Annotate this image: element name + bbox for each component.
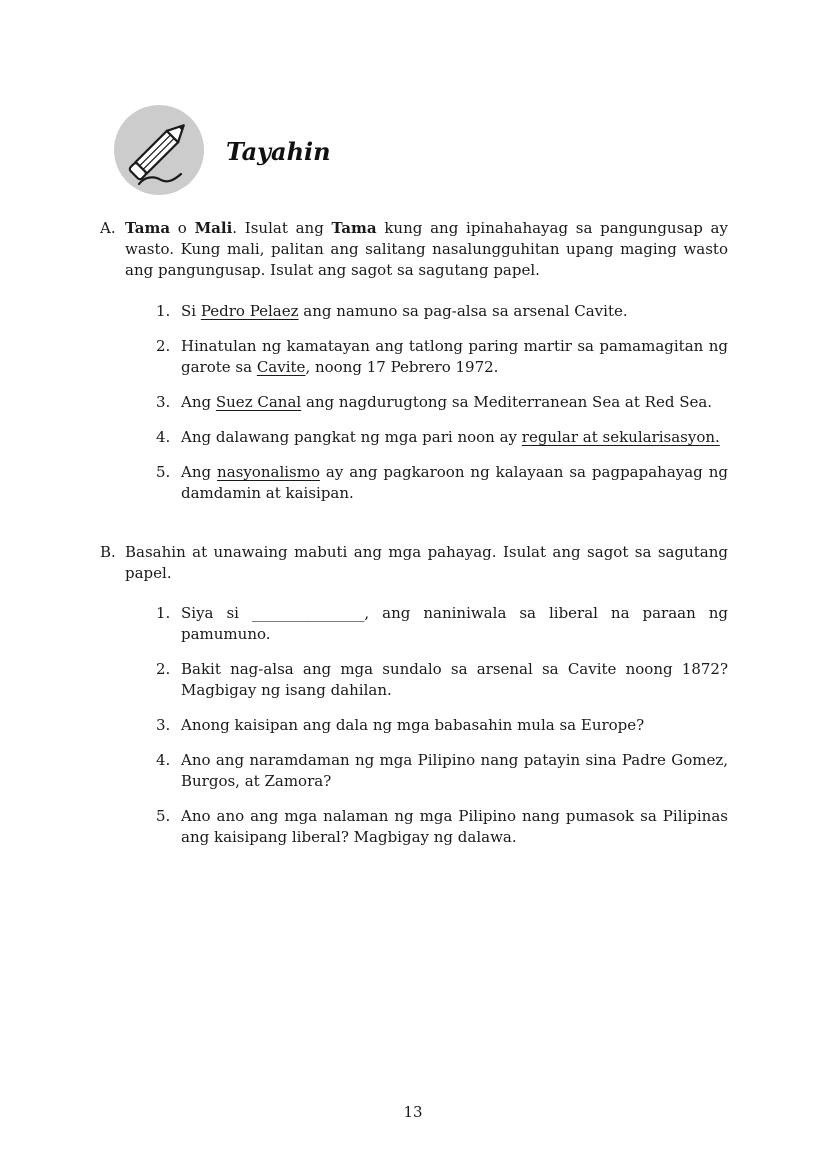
item-text: Siya si _______________, ang naniniwala sa liberal na paraan ng pamumuno. [181, 604, 728, 643]
section-b-instructions [100, 542, 728, 584]
item-number: 1. [156, 604, 171, 622]
item-text: Ang [181, 393, 216, 411]
instruction-bold-tama: Tama [125, 219, 171, 237]
item-text: Anong kaisipan ang dala ng mga babasahin mula sa Europe? [181, 716, 645, 734]
section-b [100, 542, 728, 848]
section-a-instructions [100, 218, 728, 281]
list-item [100, 715, 728, 736]
item-number: 3. [156, 393, 171, 411]
item-text: Bakit nag-alsa ang mga sundalo sa arsenal sa Cavite noong 1872? Magbigay ng isang dahilan. [181, 660, 728, 699]
item-number: 5. [156, 463, 171, 481]
section-a-list [100, 301, 728, 504]
item-number: 4. [156, 428, 171, 446]
item-text: , noong 17 Pebrero 1972. [305, 358, 499, 376]
underlined-term: regular at sekularisasyon. [521, 428, 720, 446]
page-title: Tayahin [226, 137, 331, 166]
underlined-term: Cavite [256, 358, 306, 376]
page-number: 13 [403, 1103, 423, 1121]
section-b-list [100, 603, 728, 848]
instruction-text: Basahin at unawaing mabuti ang mga pahayag. Isulat ang sagot sa sagutang papel. [125, 543, 728, 582]
list-item [100, 806, 728, 848]
instruction-text: kung ang ipinahahayag sa pangungusap ay wasto. Kung mali, palitan ang salitang nasalungguhitan upang maging wasto ang pangungusap. Isulat ang sagot sa sagutang papel. [125, 219, 728, 279]
item-number: 3. [156, 716, 171, 734]
pencil-icon [113, 104, 205, 196]
item-text: ay ang pagkaroon ng kalayaan sa pagpapahayag ng damdamin at kaisipan. [181, 463, 728, 502]
item-text: Ang dalawang pangkat ng mga pari noon ay [181, 428, 522, 446]
item-number: 4. [156, 751, 171, 769]
section-b-letter: B. [100, 543, 116, 561]
underlined-term: Pedro Pelaez [200, 302, 299, 320]
list-item [100, 659, 728, 701]
section-a-letter: A. [100, 219, 116, 237]
list-item [100, 603, 728, 645]
list-item [100, 301, 728, 322]
item-text: Ano ano ang mga nalaman ng mga Pilipino nang pumasok sa Pilipinas ang kaisipang liberal? Magbigay ng dalawa. [181, 807, 728, 846]
item-text: ang nagdurugtong sa Mediterranean Sea at Red Sea. [301, 393, 713, 411]
instruction-text: . Isulat ang [232, 219, 332, 237]
underlined-term: nasyonalismo [217, 463, 320, 481]
item-text: Si [181, 302, 201, 320]
list-item [100, 427, 728, 448]
item-number: 2. [156, 337, 171, 355]
instruction-bold-mali: Mali [194, 219, 233, 237]
instruction-bold-tama: Tama [331, 219, 377, 237]
underlined-term: Suez Canal [215, 393, 302, 411]
item-number: 5. [156, 807, 171, 825]
item-text: Hinatulan ng kamatayan ang tatlong paring martir sa pamamagitan ng garote sa [181, 337, 728, 376]
list-item [100, 750, 728, 792]
item-text: ang namuno sa pag-alsa sa arsenal Cavite. [298, 302, 628, 320]
instruction-text: o [170, 219, 195, 237]
list-item [100, 336, 728, 378]
item-number: 1. [156, 302, 171, 320]
section-a [100, 218, 728, 504]
item-text: Ano ang naramdaman ng mga Pilipino nang patayin sina Padre Gomez, Burgos, at Zamora? [181, 751, 728, 790]
list-item [100, 392, 728, 413]
list-item [100, 462, 728, 504]
item-number: 2. [156, 660, 171, 678]
item-text: Ang [181, 463, 218, 481]
